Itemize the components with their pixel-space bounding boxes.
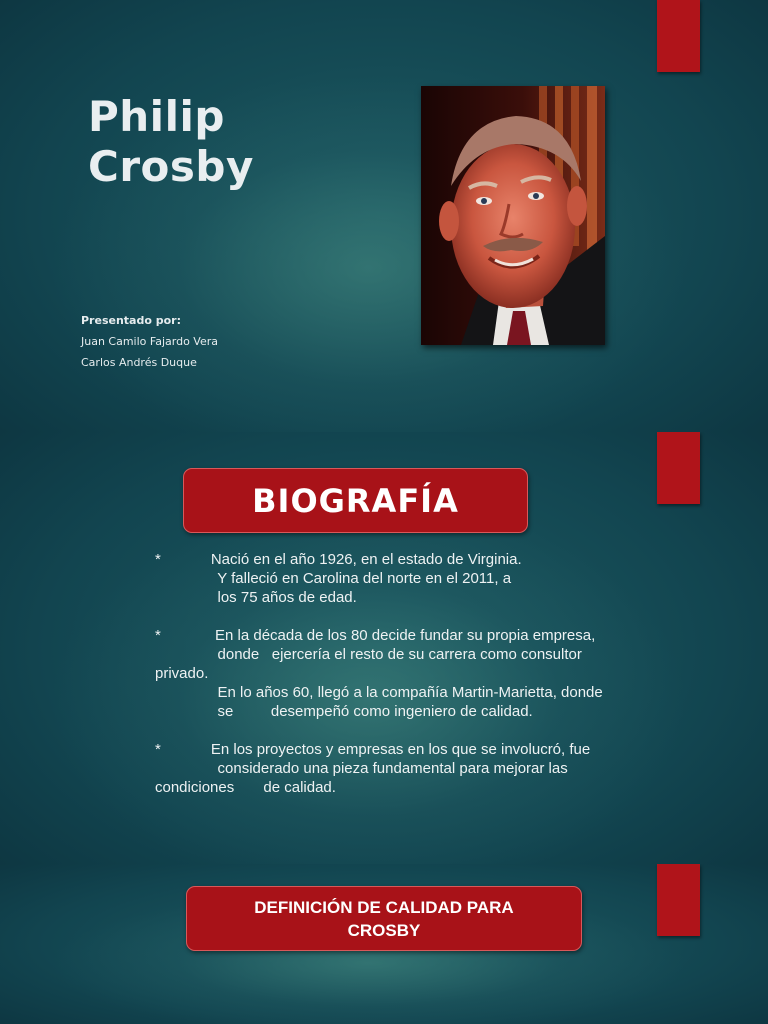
red-accent-tab [657,0,700,72]
quality-definition-banner [186,886,582,951]
biography-line: * Nació en el año 1926, en el estado de Virginia. [155,551,522,568]
quality-definition-heading: DEFINICIÓN DE CALIDAD PARA CROSBY [254,897,514,940]
biography-line: * En la década de los 80 decide fundar su propia empresa, [155,627,596,644]
biography-line: condiciones de calidad. [155,779,336,796]
slide-title [0,0,768,432]
biography-text [155,550,625,797]
page-title [88,92,348,192]
portrait-image [421,86,605,345]
slide-biography [0,432,768,864]
title-line-last: Crosby [88,142,254,191]
biography-line [155,607,625,626]
biography-line: los 75 años de edad. [155,589,357,606]
title-line-first: Philip [88,92,225,141]
slide-quality-definition [0,864,768,1024]
biography-line: Y falleció en Carolina del norte en el 2011, a [155,570,512,587]
red-accent-tab [657,864,700,936]
biography-line: * En los proyectos y empresas en los que se involucró, fue [155,741,591,758]
biography-line: se desempeñó como ingeniero de calidad. [155,703,533,720]
biography-line [155,721,625,740]
presenters-label: Presentado por: [81,314,181,327]
presenter-name: Carlos Andrés Duque [81,356,197,369]
biography-heading: BIOGRAFÍA [252,481,459,520]
red-accent-tab [657,432,700,504]
presenters-block [81,314,218,377]
biography-line: privado. [155,665,209,682]
biography-banner [183,468,528,533]
biography-line: considerado una pieza fundamental para mejorar las [155,760,568,777]
biography-line: donde ejercería el resto de su carrera como consultor [155,646,582,663]
biography-line: En lo años 60, llegó a la compañía Martin-Marietta, donde [155,684,603,701]
portrait-photo [421,86,605,345]
presenter-name: Juan Camilo Fajardo Vera [81,335,218,348]
